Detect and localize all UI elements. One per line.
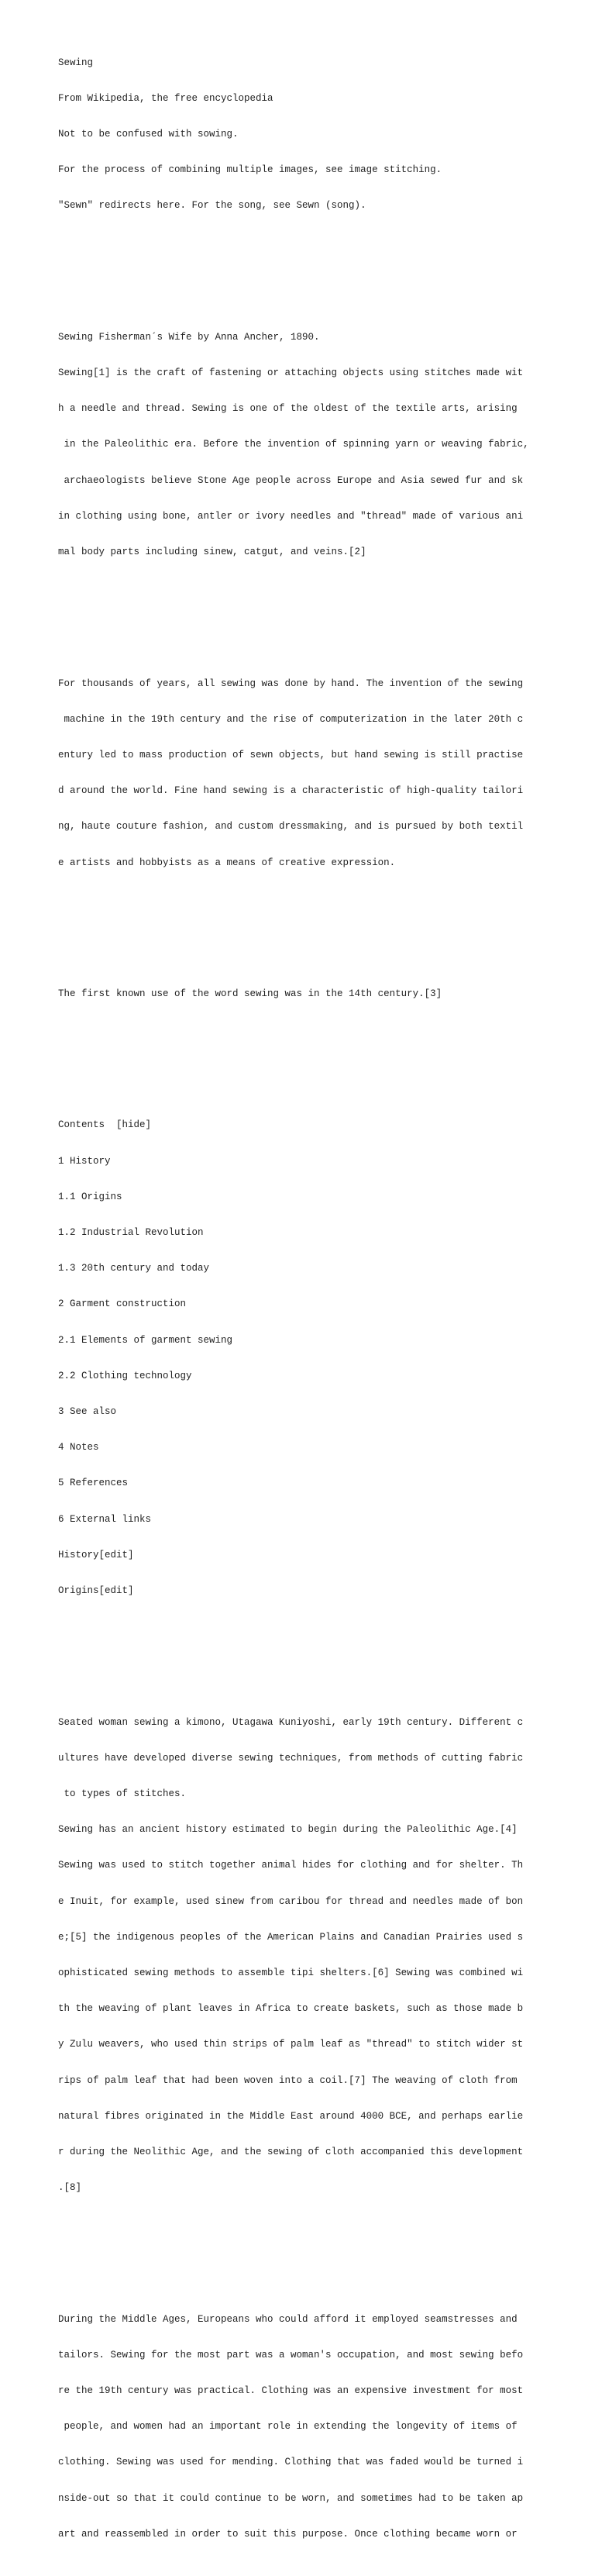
intro-paragraph [58, 308, 529, 582]
image-caption: Seated woman sewing a kimono, Utagawa Kuniyoshi, early 19th century. Different c [58, 1716, 524, 1728]
origins-paragraph [58, 1693, 523, 2219]
spacer [58, 1048, 523, 1060]
text-line: nside-out so that it could continue to be worn, and sometimes had to be taken ap [58, 2492, 524, 2504]
spacer [58, 1645, 523, 1657]
text-line: ophisticated sewing methods to assemble tipi shelters.[6] Sewing was combined wi [58, 1967, 524, 1978]
toc-item: 1.2 Industrial Revolution [58, 1227, 204, 1239]
text-line: Sewing has an ancient history estimated to begin during the Paleolithic Age.[4] [58, 1824, 518, 1836]
text-line: natural fibres originated in the Middle East around 4000 BCE, and perhaps earlie [58, 2110, 524, 2122]
text-line: r during the Neolithic Age, and the sewing of cloth accompanied this development [58, 2146, 524, 2157]
text-line: Sewing was used to stitch together animal hides for clothing and for shelter. Th [58, 1860, 524, 1871]
text-line: machine in the 19th century and the rise of computerization in the later 20th c [58, 713, 524, 725]
text-line: h a needle and thread. Sewing is one of the oldest of the textile arts, arising [58, 403, 518, 415]
header-block [58, 33, 523, 236]
text-line: mal body parts including sinew, catgut, and veins.[2] [58, 547, 366, 558]
toc-item: 5 References [58, 1478, 129, 1489]
spacer [58, 606, 523, 618]
text-line: in clothing using bone, antler or ivory needles and "thread" made of various ani [58, 510, 524, 522]
toc-item: 4 Notes [58, 1442, 99, 1454]
text-line: ng, haute couture fashion, and custom dressmaking, and is pursued by both textil [58, 821, 524, 833]
hatnote: For the process of combining multiple images, see image stitching. [58, 164, 442, 176]
text-line: During the Middle Ages, Europeans who could afford it employed seamstresses and [58, 2313, 518, 2325]
spacer [58, 2242, 523, 2254]
text-line: people, and women had an important role in extending the longevity of items of [58, 2421, 518, 2433]
toc-item: 2 Garment construction [58, 1298, 187, 1310]
text-line: in the Paleolithic era. Before the invention of spinning yarn or weaving fabric, [58, 439, 529, 450]
toc-item: 1 History [58, 1155, 111, 1167]
spacer [58, 917, 523, 929]
text-line: rips of palm leaf that had been woven into a coil.[7] The weaving of cloth from [58, 2074, 518, 2086]
text-line: art and reassembled in order to suit this purpose. Once clothing became worn or [58, 2528, 518, 2540]
table-of-contents [58, 1096, 523, 1622]
text-line: archaeologists believe Stone Age people across Europe and Asia sewed fur and sk [58, 474, 524, 486]
section-heading-origins: Origins[edit] [58, 1585, 134, 1597]
toc-item: 1.3 20th century and today [58, 1263, 210, 1274]
text-line: Sewing[1] is the craft of fastening or attaching objects using stitches made wit [58, 367, 524, 379]
text-line: tailors. Sewing for the most part was a woman's occupation, and most sewing befo [58, 2349, 524, 2360]
toc-item: 3 See also [58, 1406, 117, 1418]
hatnote: Not to be confused with sowing. [58, 129, 239, 140]
text-line: For thousands of years, all sewing was done by hand. The invention of the sewing [58, 678, 524, 689]
etymology-paragraph [58, 964, 523, 1024]
text-line: e;[5] the indigenous peoples of the American Plains and Canadian Prairies used s [58, 1931, 524, 1943]
spacer [58, 260, 523, 271]
history-paragraph [58, 654, 523, 893]
text-line: d around the world. Fine hand sewing is a characteristic of high-quality tailori [58, 785, 524, 797]
middle-ages-paragraph [58, 2290, 523, 2564]
text-line: e Inuit, for example, used sinew from caribou for thread and needles made of bon [58, 1895, 524, 1907]
document-page [58, 9, 529, 2576]
text-line: entury led to mass production of sewn objects, but hand sewing is still practise [58, 749, 524, 760]
text-line: th the weaving of plant leaves in Africa to create baskets, such as those made b [58, 2003, 524, 2015]
toc-heading: Contents [hide] [58, 1119, 152, 1131]
text-line: clothing. Sewing was used for mending. Clothing that was faded would be turned i [58, 2457, 524, 2468]
text-line: e artists and hobbyists as a means of creative expression. [58, 857, 396, 868]
toc-item: 1.1 Origins [58, 1191, 122, 1202]
image-caption: to types of stitches. [58, 1788, 187, 1799]
toc-item: 2.2 Clothing technology [58, 1370, 192, 1381]
image-caption: Sewing Fisherman´s Wife by Anna Ancher, 1890. [58, 331, 320, 343]
toc-item: 2.1 Elements of garment sewing [58, 1334, 233, 1346]
source-line: From Wikipedia, the free encyclopedia [58, 92, 273, 104]
toc-item: 6 External links [58, 1513, 152, 1525]
text-line: y Zulu weavers, who used thin strips of palm leaf as "thread" to stitch wider st [58, 2039, 524, 2050]
article-title: Sewing [58, 57, 94, 68]
hatnote: "Sewn" redirects here. For the song, see Sewn (song). [58, 200, 366, 212]
text-line: .[8] [58, 2182, 82, 2194]
text-line: The first known use of the word sewing was in the 14th century.[3] [58, 988, 442, 999]
section-heading-history: History[edit] [58, 1549, 134, 1560]
text-line: re the 19th century was practical. Clothing was an expensive investment for most [58, 2385, 524, 2396]
image-caption: ultures have developed diverse sewing techniques, from methods of cutting fabric [58, 1752, 524, 1764]
